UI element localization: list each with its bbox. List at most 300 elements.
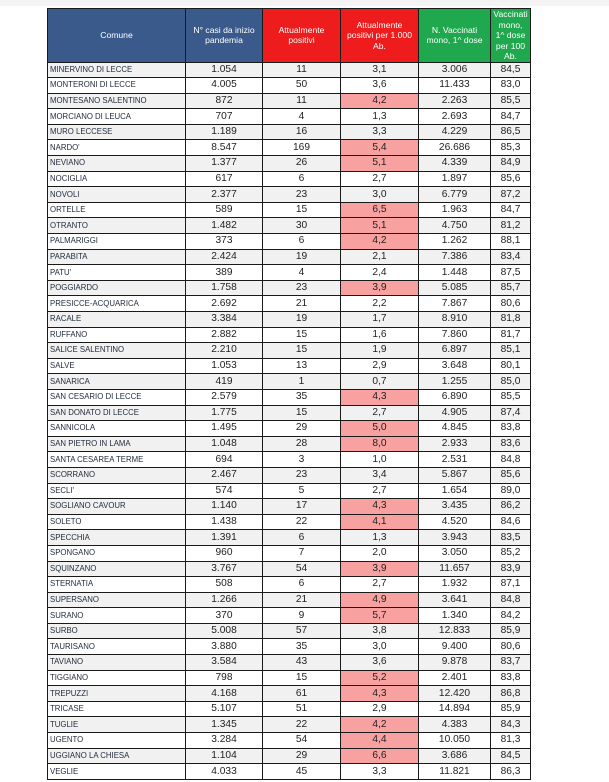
current-positives-cell: 19 [263, 312, 341, 328]
vaccinated-per-100-cell: 85,7 [491, 280, 531, 296]
total-cases-cell: 1.104 [186, 748, 263, 764]
vaccinated-per-100-cell: 86,2 [491, 499, 531, 515]
current-positives-cell: 6 [263, 171, 341, 187]
current-positives-cell: 51 [263, 701, 341, 717]
vaccinated-per-100-cell: 81,7 [491, 327, 531, 343]
vaccinated-count-cell: 1.255 [419, 374, 491, 390]
current-positives-cell: 6 [263, 530, 341, 546]
total-cases-cell: 574 [186, 483, 263, 499]
comune-cell: PALMARIGGI [48, 234, 186, 250]
comune-cell: MORCIANO DI LEUCA [48, 109, 186, 125]
positives-per-1000-cell: 2,0 [341, 545, 419, 561]
total-cases-cell: 5.107 [186, 701, 263, 717]
total-cases-cell: 1.054 [186, 62, 263, 78]
table-row [48, 514, 531, 530]
current-positives-cell: 3 [263, 452, 341, 468]
current-positives-cell: 35 [263, 639, 341, 655]
table-row [48, 124, 531, 140]
vaccinated-count-cell: 2.933 [419, 436, 491, 452]
table-row [48, 655, 531, 671]
total-cases-cell: 4.005 [186, 78, 263, 94]
table-row [48, 561, 531, 577]
current-positives-cell: 54 [263, 561, 341, 577]
positives-per-1000-cell: 8,0 [341, 436, 419, 452]
vaccinated-count-cell: 10.050 [419, 733, 491, 749]
vaccinated-count-cell: 1.448 [419, 265, 491, 281]
total-cases-cell: 2.692 [186, 296, 263, 312]
positives-per-1000-cell: 1,0 [341, 452, 419, 468]
total-cases-cell: 617 [186, 171, 263, 187]
vaccinated-per-100-cell: 84,8 [491, 452, 531, 468]
total-cases-cell: 1.266 [186, 592, 263, 608]
total-cases-cell: 3.767 [186, 561, 263, 577]
header-vaccinated-count: N. Vaccinati mono, 1^ dose [419, 9, 491, 63]
table-row [48, 389, 531, 405]
positives-per-1000-cell: 5,0 [341, 421, 419, 437]
comune-cell: SANNICOLA [48, 421, 186, 437]
positives-per-1000-cell: 3,6 [341, 655, 419, 671]
vaccinated-count-cell: 26.686 [419, 140, 491, 156]
table-row [48, 530, 531, 546]
current-positives-cell: 169 [263, 140, 341, 156]
current-positives-cell: 5 [263, 483, 341, 499]
vaccinated-per-100-cell: 80,1 [491, 358, 531, 374]
vaccinated-per-100-cell: 89,0 [491, 483, 531, 499]
comune-cell: PARABITA [48, 249, 186, 265]
table-row [48, 78, 531, 94]
table-row [48, 717, 531, 733]
table-row [48, 218, 531, 234]
comune-cell: TAVIANO [48, 655, 186, 671]
positives-per-1000-cell: 2,1 [341, 249, 419, 265]
header-total-cases: N° casi da inizio pandemia [186, 9, 263, 63]
vaccinated-count-cell: 3.435 [419, 499, 491, 515]
comune-cell: SAN DONATO DI LECCE [48, 405, 186, 421]
table-row [48, 156, 531, 172]
vaccinated-per-100-cell: 84,5 [491, 62, 531, 78]
table-row [48, 483, 531, 499]
current-positives-cell: 16 [263, 124, 341, 140]
vaccinated-per-100-cell: 87,4 [491, 405, 531, 421]
vaccinated-count-cell: 8.910 [419, 312, 491, 328]
current-positives-cell: 6 [263, 234, 341, 250]
total-cases-cell: 872 [186, 93, 263, 109]
vaccinated-per-100-cell: 84,2 [491, 608, 531, 624]
page-top-strip [0, 0, 609, 6]
total-cases-cell: 3.384 [186, 312, 263, 328]
vaccinated-count-cell: 2.263 [419, 93, 491, 109]
vaccinated-count-cell: 6.890 [419, 389, 491, 405]
comune-cell: NEVIANO [48, 156, 186, 172]
header-comune: Comune [48, 9, 186, 63]
current-positives-cell: 6 [263, 577, 341, 593]
comune-cell: SOLETO [48, 514, 186, 530]
total-cases-cell: 707 [186, 109, 263, 125]
total-cases-cell: 1.377 [186, 156, 263, 172]
current-positives-cell: 22 [263, 514, 341, 530]
current-positives-cell: 15 [263, 202, 341, 218]
comune-cell: SECLI' [48, 483, 186, 499]
comune-cell: MONTESANO SALENTINO [48, 93, 186, 109]
comune-cell: STERNATIA [48, 577, 186, 593]
vaccinated-per-100-cell: 86,5 [491, 124, 531, 140]
vaccinated-per-100-cell: 80,6 [491, 639, 531, 655]
positives-per-1000-cell: 3,1 [341, 62, 419, 78]
current-positives-cell: 30 [263, 218, 341, 234]
vaccinated-count-cell: 6.897 [419, 343, 491, 359]
vaccinated-per-100-cell: 84,7 [491, 109, 531, 125]
current-positives-cell: 43 [263, 655, 341, 671]
vaccinated-per-100-cell: 83,6 [491, 436, 531, 452]
table-row [48, 748, 531, 764]
vaccinated-per-100-cell: 84,3 [491, 717, 531, 733]
comune-cell: POGGIARDO [48, 280, 186, 296]
vaccinated-count-cell: 3.641 [419, 592, 491, 608]
current-positives-cell: 11 [263, 62, 341, 78]
vaccinated-count-cell: 1.963 [419, 202, 491, 218]
positives-per-1000-cell: 1,3 [341, 530, 419, 546]
table-row [48, 764, 531, 780]
total-cases-cell: 1.438 [186, 514, 263, 530]
current-positives-cell: 23 [263, 187, 341, 203]
total-cases-cell: 960 [186, 545, 263, 561]
vaccinated-per-100-cell: 86,8 [491, 686, 531, 702]
total-cases-cell: 3.880 [186, 639, 263, 655]
positives-per-1000-cell: 1,7 [341, 312, 419, 328]
current-positives-cell: 15 [263, 327, 341, 343]
vaccinated-count-cell: 11.657 [419, 561, 491, 577]
comune-cell: SUPERSANO [48, 592, 186, 608]
vaccinated-per-100-cell: 84,7 [491, 202, 531, 218]
comune-cell: SOGLIANO CAVOUR [48, 499, 186, 515]
positives-per-1000-cell: 6,6 [341, 748, 419, 764]
vaccinated-per-100-cell: 83,9 [491, 561, 531, 577]
table-row [48, 358, 531, 374]
table-row [48, 436, 531, 452]
current-positives-cell: 19 [263, 249, 341, 265]
vaccinated-count-cell: 4.229 [419, 124, 491, 140]
total-cases-cell: 1.048 [186, 436, 263, 452]
vaccinated-per-100-cell: 85,6 [491, 171, 531, 187]
comune-cell: SURBO [48, 623, 186, 639]
positives-per-1000-cell: 5,4 [341, 140, 419, 156]
total-cases-cell: 1.345 [186, 717, 263, 733]
vaccinated-per-100-cell: 83,7 [491, 655, 531, 671]
comune-cell: SALVE [48, 358, 186, 374]
positives-per-1000-cell: 4,9 [341, 592, 419, 608]
vaccinated-per-100-cell: 87,1 [491, 577, 531, 593]
table-row [48, 140, 531, 156]
total-cases-cell: 1.482 [186, 218, 263, 234]
current-positives-cell: 13 [263, 358, 341, 374]
positives-per-1000-cell: 6,5 [341, 202, 419, 218]
current-positives-cell: 11 [263, 93, 341, 109]
total-cases-cell: 798 [186, 670, 263, 686]
vaccinated-per-100-cell: 85,1 [491, 343, 531, 359]
positives-per-1000-cell: 4,2 [341, 234, 419, 250]
positives-per-1000-cell: 4,2 [341, 93, 419, 109]
vaccinated-per-100-cell: 85,5 [491, 93, 531, 109]
vaccinated-count-cell: 1.340 [419, 608, 491, 624]
vaccinated-count-cell: 7.867 [419, 296, 491, 312]
positives-per-1000-cell: 5,1 [341, 218, 419, 234]
positives-per-1000-cell: 2,9 [341, 358, 419, 374]
comune-cell: MONTERONI DI LECCE [48, 78, 186, 94]
vaccinated-count-cell: 12.420 [419, 686, 491, 702]
comune-cell: TREPUZZI [48, 686, 186, 702]
vaccinated-count-cell: 7.386 [419, 249, 491, 265]
vaccinated-count-cell: 3.943 [419, 530, 491, 546]
current-positives-cell: 50 [263, 78, 341, 94]
comune-cell: OTRANTO [48, 218, 186, 234]
table-row [48, 608, 531, 624]
vaccinated-per-100-cell: 80,6 [491, 296, 531, 312]
comune-cell: SCORRANO [48, 467, 186, 483]
current-positives-cell: 21 [263, 592, 341, 608]
vaccinated-per-100-cell: 84,5 [491, 748, 531, 764]
current-positives-cell: 15 [263, 405, 341, 421]
vaccinated-count-cell: 3.648 [419, 358, 491, 374]
table-row [48, 670, 531, 686]
positives-per-1000-cell: 3,0 [341, 639, 419, 655]
table-row [48, 577, 531, 593]
positives-per-1000-cell: 5,1 [341, 156, 419, 172]
comune-cell: SANARICA [48, 374, 186, 390]
current-positives-cell: 7 [263, 545, 341, 561]
total-cases-cell: 2.467 [186, 467, 263, 483]
total-cases-cell: 2.210 [186, 343, 263, 359]
positives-per-1000-cell: 1,9 [341, 343, 419, 359]
vaccinated-count-cell: 2.693 [419, 109, 491, 125]
vaccinated-count-cell: 9.400 [419, 639, 491, 655]
current-positives-cell: 45 [263, 764, 341, 780]
header-current-positives: Attualmente positivi [263, 9, 341, 63]
vaccinated-count-cell: 4.383 [419, 717, 491, 733]
vaccinated-per-100-cell: 88,1 [491, 234, 531, 250]
total-cases-cell: 389 [186, 265, 263, 281]
positives-per-1000-cell: 2,9 [341, 701, 419, 717]
total-cases-cell: 419 [186, 374, 263, 390]
vaccinated-count-cell: 9.878 [419, 655, 491, 671]
total-cases-cell: 1.775 [186, 405, 263, 421]
vaccinated-per-100-cell: 85,5 [491, 389, 531, 405]
table-row [48, 62, 531, 78]
table-row [48, 545, 531, 561]
positives-per-1000-cell: 0,7 [341, 374, 419, 390]
current-positives-cell: 29 [263, 748, 341, 764]
vaccinated-count-cell: 1.654 [419, 483, 491, 499]
current-positives-cell: 61 [263, 686, 341, 702]
vaccinated-count-cell: 11.821 [419, 764, 491, 780]
current-positives-cell: 15 [263, 343, 341, 359]
table-row [48, 343, 531, 359]
positives-per-1000-cell: 5,2 [341, 670, 419, 686]
current-positives-cell: 54 [263, 733, 341, 749]
vaccinated-count-cell: 14.894 [419, 701, 491, 717]
table-body [48, 62, 531, 779]
positives-per-1000-cell: 2,7 [341, 577, 419, 593]
comune-cell: SAN CESARIO DI LECCE [48, 389, 186, 405]
comune-cell: SALICE SALENTINO [48, 343, 186, 359]
vaccinated-count-cell: 2.401 [419, 670, 491, 686]
vaccinated-per-100-cell: 84,9 [491, 156, 531, 172]
total-cases-cell: 373 [186, 234, 263, 250]
total-cases-cell: 1.391 [186, 530, 263, 546]
comune-cell: UGGIANO LA CHIESA [48, 748, 186, 764]
current-positives-cell: 29 [263, 421, 341, 437]
total-cases-cell: 1.140 [186, 499, 263, 515]
vaccinated-count-cell: 4.520 [419, 514, 491, 530]
comune-cell: TRICASE [48, 701, 186, 717]
vaccinated-per-100-cell: 84,8 [491, 592, 531, 608]
comune-cell: MINERVINO DI LECCE [48, 62, 186, 78]
comune-cell: SPONGANO [48, 545, 186, 561]
comune-cell: ORTELLE [48, 202, 186, 218]
table-row [48, 234, 531, 250]
header-positives-per-1000: Attualmente positivi per 1.000 Ab. [341, 9, 419, 63]
positives-per-1000-cell: 3,3 [341, 124, 419, 140]
current-positives-cell: 28 [263, 436, 341, 452]
table-row [48, 312, 531, 328]
vaccinated-per-100-cell: 81,8 [491, 312, 531, 328]
table-row [48, 171, 531, 187]
table-row [48, 374, 531, 390]
total-cases-cell: 2.579 [186, 389, 263, 405]
vaccinated-per-100-cell: 86,3 [491, 764, 531, 780]
positives-per-1000-cell: 3,0 [341, 187, 419, 203]
table-row [48, 109, 531, 125]
current-positives-cell: 1 [263, 374, 341, 390]
total-cases-cell: 4.033 [186, 764, 263, 780]
positives-per-1000-cell: 4,3 [341, 499, 419, 515]
total-cases-cell: 1.758 [186, 280, 263, 296]
positives-per-1000-cell: 1,3 [341, 109, 419, 125]
positives-per-1000-cell: 3,8 [341, 623, 419, 639]
positives-per-1000-cell: 3,3 [341, 764, 419, 780]
vaccinated-per-100-cell: 85,0 [491, 374, 531, 390]
table-row [48, 202, 531, 218]
comune-cell: SPECCHIA [48, 530, 186, 546]
current-positives-cell: 23 [263, 467, 341, 483]
current-positives-cell: 4 [263, 109, 341, 125]
comune-cell: NARDO' [48, 140, 186, 156]
positives-per-1000-cell: 4,3 [341, 686, 419, 702]
comune-cell: MURO LECCESE [48, 124, 186, 140]
header-vaccinated-per-100: Vaccinati mono, 1^ dose per 100 Ab. [491, 9, 531, 63]
table-row [48, 499, 531, 515]
comune-cell: TIGGIANO [48, 670, 186, 686]
table-row [48, 327, 531, 343]
vaccinated-count-cell: 4.339 [419, 156, 491, 172]
positives-per-1000-cell: 4,3 [341, 389, 419, 405]
positives-per-1000-cell: 2,2 [341, 296, 419, 312]
total-cases-cell: 1.189 [186, 124, 263, 140]
vaccinated-per-100-cell: 85,9 [491, 701, 531, 717]
table-row [48, 296, 531, 312]
table-row [48, 187, 531, 203]
table-row [48, 452, 531, 468]
positives-per-1000-cell: 2,7 [341, 171, 419, 187]
vaccinated-count-cell: 3.050 [419, 545, 491, 561]
vaccinated-count-cell: 12.833 [419, 623, 491, 639]
table-row [48, 405, 531, 421]
total-cases-cell: 589 [186, 202, 263, 218]
comune-cell: RACALE [48, 312, 186, 328]
comune-cell: NOVOLI [48, 187, 186, 203]
vaccinated-per-100-cell: 81,2 [491, 218, 531, 234]
current-positives-cell: 35 [263, 389, 341, 405]
table-row [48, 265, 531, 281]
comune-cell: PATU' [48, 265, 186, 281]
table-header-row [48, 9, 531, 63]
vaccinated-per-100-cell: 85,6 [491, 467, 531, 483]
vaccinated-count-cell: 1.897 [419, 171, 491, 187]
current-positives-cell: 22 [263, 717, 341, 733]
vaccinated-count-cell: 2.531 [419, 452, 491, 468]
positives-per-1000-cell: 3,4 [341, 467, 419, 483]
vaccinated-per-100-cell: 83,4 [491, 249, 531, 265]
current-positives-cell: 17 [263, 499, 341, 515]
comune-cell: SAN PIETRO IN LAMA [48, 436, 186, 452]
current-positives-cell: 26 [263, 156, 341, 172]
positives-per-1000-cell: 2,7 [341, 483, 419, 499]
vaccinated-count-cell: 7.860 [419, 327, 491, 343]
total-cases-cell: 694 [186, 452, 263, 468]
vaccinated-count-cell: 6.779 [419, 187, 491, 203]
vaccinated-per-100-cell: 87,2 [491, 187, 531, 203]
current-positives-cell: 23 [263, 280, 341, 296]
current-positives-cell: 4 [263, 265, 341, 281]
table-row [48, 733, 531, 749]
positives-per-1000-cell: 2,4 [341, 265, 419, 281]
total-cases-cell: 8.547 [186, 140, 263, 156]
vaccinated-count-cell: 1.932 [419, 577, 491, 593]
table-row [48, 592, 531, 608]
comune-cell: SANTA CESAREA TERME [48, 452, 186, 468]
vaccinated-count-cell: 3.686 [419, 748, 491, 764]
vaccinated-count-cell: 5.867 [419, 467, 491, 483]
comune-cell: SURANO [48, 608, 186, 624]
comune-cell: RUFFANO [48, 327, 186, 343]
current-positives-cell: 9 [263, 608, 341, 624]
total-cases-cell: 1.495 [186, 421, 263, 437]
comune-cell: TUGLIE [48, 717, 186, 733]
current-positives-cell: 15 [263, 670, 341, 686]
table-row [48, 701, 531, 717]
comune-cell: VEGLIE [48, 764, 186, 780]
total-cases-cell: 370 [186, 608, 263, 624]
positives-per-1000-cell: 1,6 [341, 327, 419, 343]
vaccinated-per-100-cell: 87,5 [491, 265, 531, 281]
table-row [48, 280, 531, 296]
comune-cell: TAURISANO [48, 639, 186, 655]
positives-per-1000-cell: 5,7 [341, 608, 419, 624]
positives-per-1000-cell: 4,2 [341, 717, 419, 733]
covid-municipality-table [47, 8, 531, 780]
vaccinated-per-100-cell: 85,9 [491, 623, 531, 639]
vaccinated-per-100-cell: 84,6 [491, 514, 531, 530]
table-row [48, 249, 531, 265]
vaccinated-count-cell: 1.262 [419, 234, 491, 250]
positives-per-1000-cell: 3,6 [341, 78, 419, 94]
table-row [48, 421, 531, 437]
vaccinated-per-100-cell: 85,2 [491, 545, 531, 561]
table-row [48, 639, 531, 655]
comune-cell: SQUINZANO [48, 561, 186, 577]
current-positives-cell: 57 [263, 623, 341, 639]
current-positives-cell: 21 [263, 296, 341, 312]
positives-per-1000-cell: 2,7 [341, 405, 419, 421]
